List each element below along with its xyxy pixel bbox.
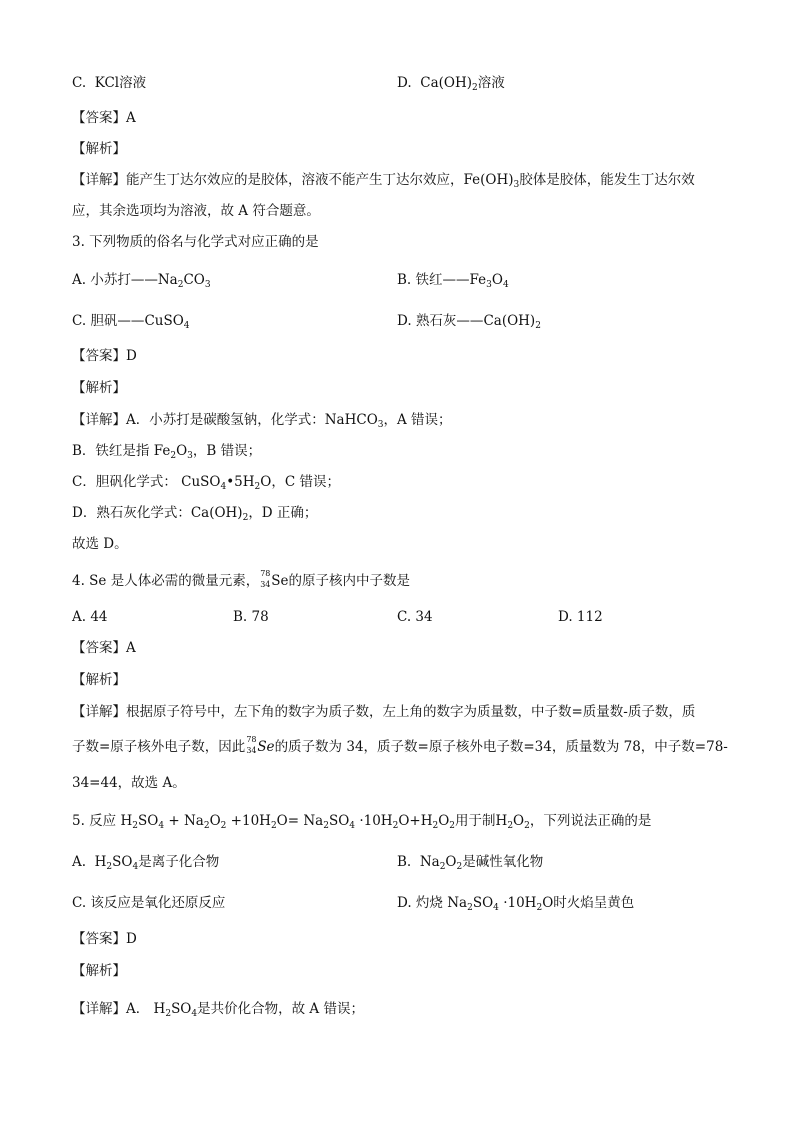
- option-label: D. 灼烧: [397, 895, 443, 911]
- q5-option-a: [72, 852, 219, 872]
- q3-detail-b: [72, 441, 261, 461]
- option-text: 溶液: [477, 75, 505, 91]
- formula-na2o2: $Na_2O_2$: [183, 813, 227, 831]
- answer-value: D: [126, 931, 137, 947]
- option-label: A.: [72, 272, 87, 288]
- q4-option-a: [72, 607, 108, 627]
- q2-detail-line2: [72, 201, 320, 221]
- question-stem: 的原子核内中子数是: [288, 573, 410, 589]
- question-stem: 5. 反应: [72, 813, 117, 829]
- q3-option-a: [72, 270, 211, 290]
- formula-10h2o: $10H_2O$: [241, 813, 288, 831]
- isotope-notation: [245, 737, 257, 757]
- answer-value: A: [126, 640, 136, 656]
- q5-analysis: 【解析】: [72, 963, 126, 979]
- plus-sign: +: [409, 813, 421, 829]
- q2-option-d: [397, 73, 505, 93]
- q3-option-b: [397, 270, 509, 290]
- option-text: C. 该反应是氧化还原反应: [72, 895, 226, 911]
- subscript: 2: [254, 482, 261, 492]
- answer-value: D: [126, 348, 137, 364]
- formula: Ca: [420, 75, 439, 91]
- isotope-notation: [259, 571, 271, 591]
- detail-text: O，C 错误；: [260, 474, 340, 490]
- atomic-number: 34: [260, 580, 271, 589]
- formula: (OH): [501, 313, 536, 329]
- subscript: 3: [377, 420, 384, 430]
- q4-option-c: [397, 607, 433, 627]
- detail-text: D．熟石灰化学式：Ca(OH): [72, 505, 243, 521]
- q2-analysis: 【解析】: [72, 141, 126, 157]
- option-label: C.: [72, 75, 87, 91]
- detail-text: B．铁红是指 Fe: [72, 443, 171, 459]
- formula: (OH): [438, 75, 472, 91]
- formula: Fe: [469, 272, 487, 288]
- q5-option-b: [397, 852, 543, 872]
- question-stem: 3. 下列物质的俗名与化学式对应正确的是: [72, 234, 319, 250]
- formula: CO: [183, 272, 205, 288]
- q2-detail-line1: [72, 170, 695, 190]
- answer-label: 【答案】: [72, 931, 126, 947]
- option-text: B. 78: [233, 609, 269, 625]
- q2-option-c: [72, 73, 146, 93]
- detail-text: O: [176, 443, 188, 459]
- question-stem: 用于制: [455, 813, 496, 829]
- formula: KCl: [94, 75, 120, 91]
- subscript: 2: [242, 513, 249, 523]
- q4-detail-line1: [72, 702, 695, 722]
- option-label: D.: [397, 75, 412, 91]
- equals-sign: =: [287, 813, 300, 829]
- option-text: 铁红——: [415, 272, 470, 288]
- subscript: 3: [486, 280, 492, 290]
- subscript: 4: [183, 321, 190, 331]
- formula: Na: [157, 272, 178, 288]
- q3-option-d: [397, 311, 541, 331]
- subscript: 3: [513, 180, 520, 190]
- option-text: 是碱性氧化物: [462, 854, 544, 870]
- detail-text: A．小苏打是碳酸氢钠，化学式：NaHCO: [126, 412, 378, 428]
- conclusion-text: 故选 D。: [72, 536, 128, 552]
- option-label: A.: [72, 854, 87, 870]
- q3-option-c: [72, 311, 190, 331]
- analysis-label: 解析: [85, 380, 113, 396]
- detail-text: C．胆矾化学式： CuSO: [72, 474, 221, 490]
- detail-text: •5H: [226, 474, 255, 490]
- formula: O: [491, 272, 503, 288]
- q4-analysis: 【解析】: [72, 672, 126, 688]
- q5-option-c: [72, 893, 225, 913]
- option-text: A. 44: [72, 609, 108, 625]
- q4-detail-line2: [72, 737, 728, 757]
- subscript: 3: [187, 451, 193, 461]
- subscript: 2: [177, 280, 184, 290]
- subscript: 3: [204, 280, 211, 290]
- detail-label: 【详解】: [72, 412, 126, 428]
- element-symbol: Se: [257, 739, 275, 755]
- option-label: B.: [397, 854, 412, 870]
- detail-text: ，D 正确；: [248, 505, 318, 521]
- atomic-number: 34: [246, 746, 257, 755]
- detail-label: 【详解】: [72, 172, 126, 188]
- q4-option-d: [558, 607, 603, 627]
- option-label: D.: [397, 313, 412, 329]
- q3-stem: [72, 232, 319, 252]
- detail-text: 子数=原子核外电子数，因此: [72, 739, 246, 755]
- q4-option-b: [233, 607, 269, 627]
- subscript: 2: [472, 83, 478, 93]
- q3-detail-c: [72, 472, 340, 492]
- subscript: 2: [535, 321, 541, 331]
- q5-detail-a: [72, 999, 364, 1019]
- q3-analysis: 【解析】: [72, 380, 126, 396]
- element-symbol: Se: [271, 573, 289, 589]
- q4-stem: [72, 571, 410, 591]
- option-text: C. 34: [397, 609, 433, 625]
- question-stem: 4. Se 是人体必需的微量元素，: [72, 573, 260, 589]
- formula-na2so4: $Na_2SO_4$: [447, 895, 499, 913]
- q5-stem: [72, 811, 651, 831]
- q3-detail-d: [72, 503, 317, 523]
- subscript: 2: [170, 451, 177, 461]
- subscript: 4: [502, 280, 509, 290]
- formula-na2so4: $Na_2SO_4$: [303, 813, 356, 831]
- formula-h2so4: $H_2SO_4$: [153, 1001, 198, 1019]
- analysis-label: 解析: [85, 672, 113, 688]
- detail-text: 能产生丁达尔效应的是胶体，溶液不能产生丁达尔效应，Fe(OH): [126, 172, 514, 188]
- option-label: B.: [397, 272, 412, 288]
- q3-answer: [72, 346, 137, 366]
- detail-text: 的质子数为 34，质子数=原子核外电子数=34，质量数为 78，中子数=78-: [274, 739, 728, 755]
- q3-conclusion: [72, 534, 128, 554]
- mass-number: 78: [260, 569, 271, 578]
- formula-h2o2: $H_2O_2$: [420, 813, 456, 831]
- q4-answer: [72, 638, 136, 658]
- option-text: 胆矾——: [90, 313, 145, 329]
- analysis-label: 解析: [85, 963, 113, 979]
- formula-hydrate: $\cdot 10H_2O$: [503, 895, 554, 913]
- formula-h2so4: $H_2SO_4$: [94, 854, 139, 872]
- option-text: 是离子化合物: [138, 854, 220, 870]
- detail-text: A．: [126, 1001, 150, 1017]
- q5-option-d: [397, 893, 634, 913]
- mass-number: 78: [246, 735, 257, 744]
- plus-sign: +: [168, 813, 180, 829]
- option-text: 熟石灰——: [415, 313, 484, 329]
- detail-text: 34=44，故选 A。: [72, 775, 186, 791]
- option-text: 小苏打——: [90, 272, 158, 288]
- answer-label: 【答案】: [72, 640, 126, 656]
- detail-text: ，A 错误；: [383, 412, 452, 428]
- answer-value: A: [126, 110, 136, 126]
- plus-sign: +: [230, 813, 242, 829]
- analysis-label: 解析: [85, 141, 113, 157]
- detail-text: 胶体是胶体，能发生丁达尔效: [519, 172, 695, 188]
- formula-hydrate: $\cdot 10H_2O$: [359, 813, 410, 831]
- formula-na2o2: $Na_2O_2$: [419, 854, 463, 872]
- detail-text: 应，其余选项均为溶液，故 A 符合题意。: [72, 203, 320, 219]
- formula-h2o2: $H_2O_2$: [495, 813, 530, 831]
- option-text: D. 112: [558, 609, 603, 625]
- option-text: 时火焰呈黄色: [553, 895, 635, 911]
- formula: CuSO: [144, 313, 184, 329]
- formula-h2so4: $H_2SO_4$: [120, 813, 165, 831]
- subscript: 4: [220, 482, 227, 492]
- detail-label: 【详解】: [72, 704, 126, 720]
- answer-label: 【答案】: [72, 348, 126, 364]
- question-stem: ，下列说法正确的是: [529, 813, 652, 829]
- q5-answer: [72, 929, 137, 949]
- detail-text: 根据原子符号中，左下角的数字为质子数，左上角的数字为质量数，中子数=质量数-质子数，质: [126, 704, 696, 720]
- q2-answer: [72, 108, 136, 128]
- detail-text: 是共价化合物，故 A 错误；: [197, 1001, 364, 1017]
- detail-text: ，B 错误；: [192, 443, 262, 459]
- detail-label: 【详解】: [72, 1001, 126, 1017]
- option-label: C.: [72, 313, 87, 329]
- answer-label: 【答案】: [72, 110, 126, 126]
- q4-detail-line3: [72, 773, 186, 793]
- option-text: 溶液: [119, 75, 147, 91]
- formula: Ca: [483, 313, 502, 329]
- q3-detail-a: [72, 410, 452, 430]
